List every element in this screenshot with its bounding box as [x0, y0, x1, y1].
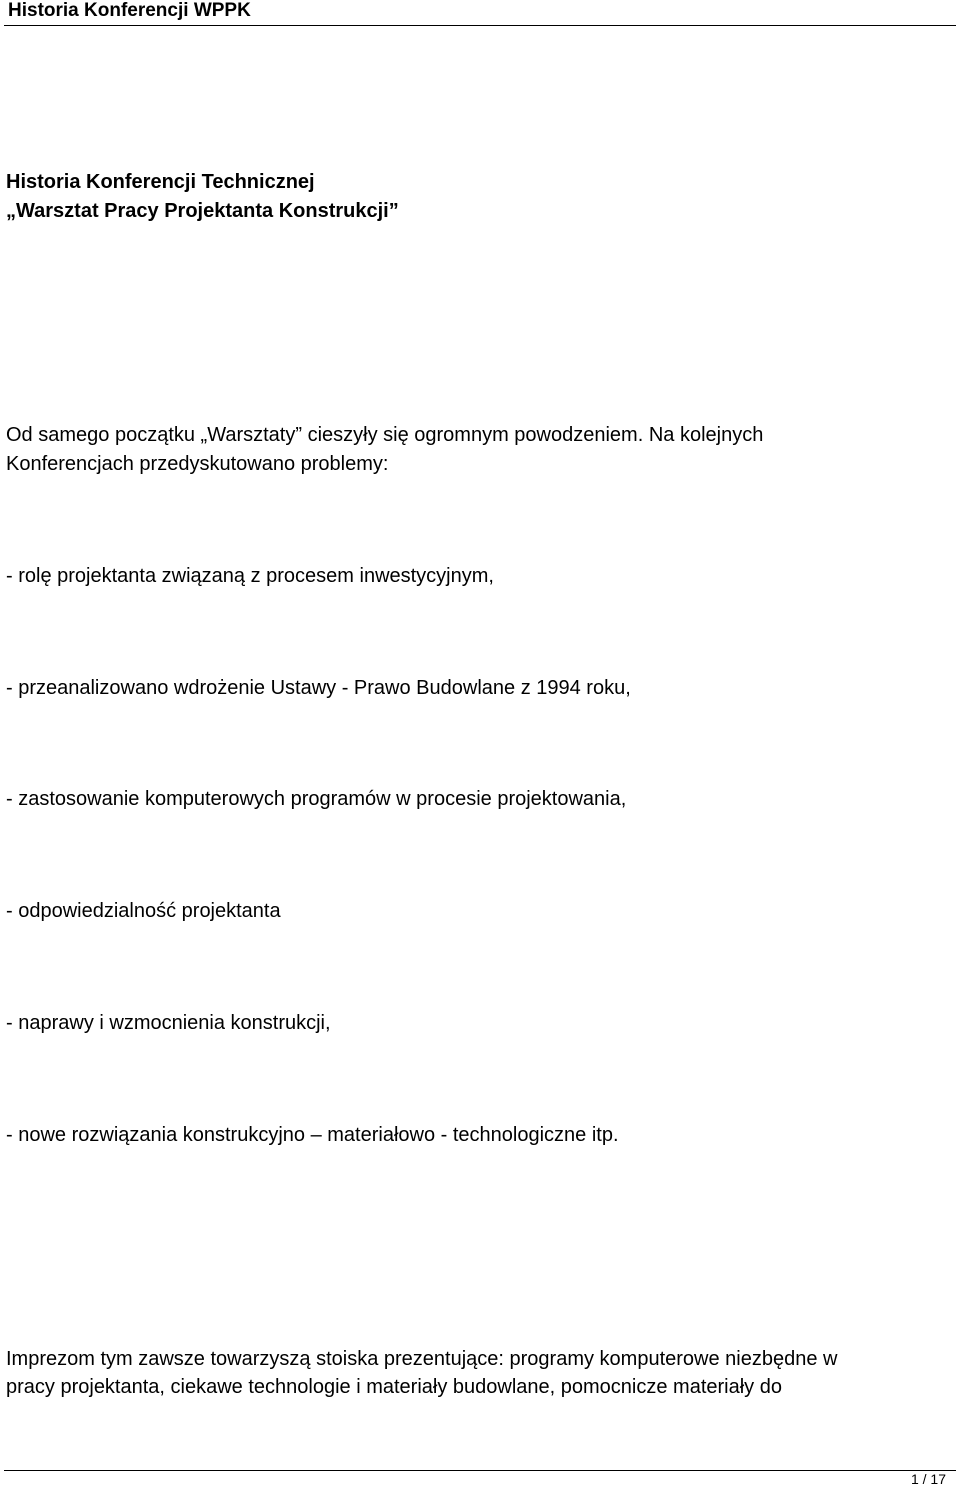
list-item: - odpowiedzialność projektanta: [6, 900, 281, 922]
footer-divider: [4, 1470, 956, 1471]
header-divider: [4, 25, 956, 26]
list-item: - przeanalizowano wdrożenie Ustawy - Prawo Budowlane z 1994 roku,: [6, 677, 631, 699]
page-number: 1 / 17: [910, 1471, 946, 1487]
closing-line-1: Imprezom tym zawsze towarzyszą stoiska prezentujące: programy komputerowe niezbędne w: [6, 1348, 838, 1370]
intro-line-1: Od samego początku „Warsztaty” cieszyły się ogromnym powodzeniem. Na kolejnych: [6, 424, 764, 446]
list-item: - zastosowanie komputerowych programów w procesie projektowania,: [6, 788, 627, 810]
list-item: - rolę projektanta związaną z procesem inwestycyjnym,: [6, 565, 494, 587]
heading-line-2: „Warsztat Pracy Projektanta Konstrukcji”: [6, 200, 399, 222]
closing-line-2: pracy projektanta, ciekawe technologie i materiały budowlane, pomocnicze materiały do: [6, 1376, 782, 1398]
document-header-title: Historia Konferencji WPPK: [8, 0, 251, 21]
intro-line-2: Konferencjach przedyskutowano problemy:: [6, 453, 389, 475]
list-item: - nowe rozwiązania konstrukcyjno – materiałowo - technologiczne itp.: [6, 1124, 619, 1146]
list-item: - naprawy i wzmocnienia konstrukcji,: [6, 1012, 331, 1034]
heading-line-1: Historia Konferencji Technicznej: [6, 171, 315, 193]
